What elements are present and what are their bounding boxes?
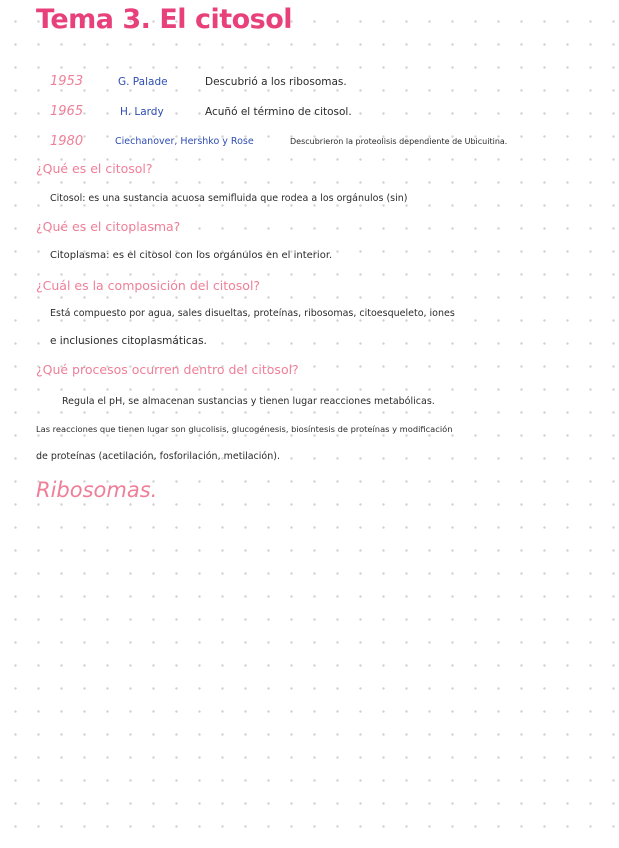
note-line: Regula el pH, se almacenan sustancias y tienen lugar reacciones metabólicas.	[62, 396, 435, 407]
timeline-event: Descubrió a los ribosomas.	[205, 76, 347, 88]
timeline-author: G. Palade	[118, 76, 168, 88]
timeline-author: H. Lardy	[120, 106, 164, 118]
timeline-event: Descubrieron la proteolisis dependiente de Ubicuitina.	[290, 137, 508, 146]
note-line: Citoplasma: es el citosol con los orgánulos en el interior.	[50, 250, 333, 261]
note-line: Está compuesto por agua, sales disueltas, proteínas, ribosomas, citoesqueleto, iones	[50, 308, 455, 319]
question-heading: ¿Cuál es la composición del citosol?	[36, 278, 261, 293]
timeline-year: 1980	[50, 134, 84, 149]
note-line: Citosol: es una sustancia acuosa semifluida que rodea a los orgánulos (sin)	[50, 193, 408, 204]
question-heading: ¿Qué es el citosol?	[36, 161, 153, 176]
section-heading: Ribosomas.	[36, 478, 158, 502]
page-title: Tema 3. El citosol	[36, 4, 293, 35]
question-heading: ¿Qué es el citoplasma?	[36, 219, 181, 234]
timeline-author: Ciechanover, Hershko y Rose	[115, 136, 254, 147]
note-line: de proteínas (acetilación, fosforilación, metilación).	[36, 451, 280, 462]
timeline-year: 1953	[50, 74, 84, 89]
timeline-year: 1965	[50, 104, 84, 119]
question-heading: ¿Qué procesos ocurren dentro del citosol?	[36, 362, 299, 377]
note-line: e inclusiones citoplasmáticas.	[50, 335, 207, 347]
note-line: Las reacciones que tienen lugar son glucolisis, glucogénesis, biosíntesis de proteínas y modificación	[36, 424, 453, 434]
timeline-event: Acuñó el término de citosol.	[205, 106, 352, 118]
